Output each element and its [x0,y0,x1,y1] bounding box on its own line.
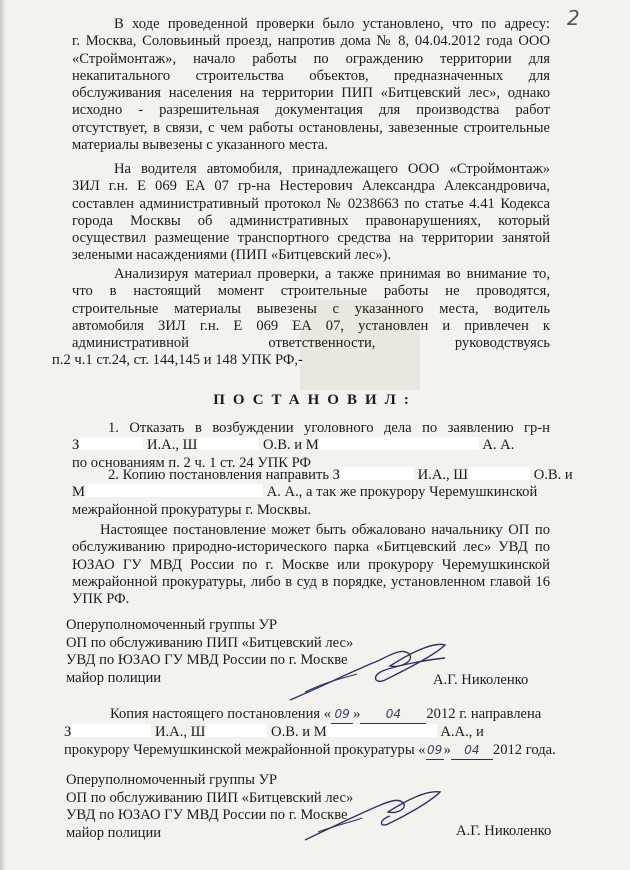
text-span: И.А., Ш [154,724,206,741]
text-line [72,484,550,501]
text-line: Настоящее постановление может быть обжаловано начальнику ОП по [100,522,550,538]
text-line: межрайонной прокуратуры, либо в суд в порядке, установленном главой 16 [72,573,550,590]
officer-unit: ОП по обслуживанию ПИП «Битцевский лес» [66,789,354,806]
signature-block-1 [66,617,353,687]
redaction [340,467,414,480]
signature-block-2 [66,772,353,842]
text-span: Копия настоящего постановления « [110,706,332,722]
text-line: п.2 ч.1 ст.24, ст. 144,145 и 148 УПК РФ,- [52,352,303,369]
handwritten-month: 04 [360,706,426,724]
text-line: административной ответственности, руководствуясь [72,335,550,352]
officer-name-1: А.Г. Николенко [433,672,529,688]
text-line: ЗИЛ г.н. Е 069 ЕА 07 гр-на Нестерович Александра Александровича, [72,178,550,195]
paragraph-protocol [72,161,550,265]
text-line: отсутствует, в связи, с чем работы остановлены, завезенные строительные [72,119,550,136]
text-line: составлен административный протокол № 0238663 по статье 4.41 Кодекса [72,195,550,212]
name-initials: О.В. и М [263,437,319,454]
text-span: О.В. и [533,467,573,483]
text-span: » [443,741,451,758]
text-span: И.А., Ш [417,467,469,483]
text-line: города Москвы об административных правонарушениях, который [72,212,550,229]
redaction [85,484,263,497]
redaction [327,724,437,737]
officer-rank: майор полиции [66,824,162,841]
text-line: исходно - разрешительная документация для производства работ [72,102,550,119]
text-line: что в настоящий момент строительные работы не проводятся, [72,283,550,300]
text-line: обслуживания населения на территории ПИП «Битцевский лес», однако [72,85,550,102]
handwritten-day: 09 [331,706,353,724]
text-line: строительные материалы вывезены с указанного места, водитель [72,300,550,317]
officer-name-2: А.Г. Николенко [456,823,552,839]
text-line: УПК РФ. [72,591,130,608]
text-line: На водителя автомобиля, принадлежащего ООО «Строймонтаж» [114,161,550,177]
redacted-name: З [72,437,80,454]
text-line: «Строймонтаж», начало работы по ограждению территории для [72,50,550,67]
text-line: обслуживанию природно-исторического парка «Битцевский лес» УВД по [72,539,550,556]
copy-notice [64,706,580,760]
text-line: 1. Отказать в возбуждении уголовного дела по заявлению гр-н [108,420,550,436]
officer-title: Оперуполномоченный группы УР [66,617,278,633]
name-initials: А. А. [482,437,515,454]
page-edge-shadow [0,0,6,870]
redaction [79,437,143,450]
text-line [72,467,573,484]
text-line: г. Москва, Соловьиный проезд, напротив дома № 8, 04.04.2012 года ООО [72,33,550,50]
text-line [64,742,580,760]
text-line: материалы вывезены с указанного места. [72,137,328,154]
officer-department: УВД по ЮЗАО ГУ МВД России по г. Москве [66,807,348,823]
text-line: В ходе проведенной проверки было установлено, что по адресу: [114,16,550,32]
text-span: А.А., и [440,724,484,741]
officer-rank: майор полиции [66,669,162,686]
officer-title: Оперуполномоченный группы УР [66,772,278,788]
name-initials: И.А., Ш [146,437,198,454]
resolution-item-1 [72,420,550,472]
text-span: 2012 г. направлена [426,706,542,722]
page-number: 2 [567,6,580,30]
text-span: 2. Копию постановления направить З [108,467,340,483]
handwritten-month: 04 [451,742,493,760]
handwritten-day: 09 [426,742,444,760]
text-span: прокурору Черемушкинской межрайонной прокуратуры « [64,741,426,758]
resolution-heading: ПОСТАНОВИЛ: [213,392,417,408]
text-line: по основаниям п. 2 ч. 1 ст. 24 УПК РФ [72,454,311,471]
text-line [64,724,580,741]
text-span: М [72,484,85,501]
redaction [468,467,530,480]
redaction [71,724,151,737]
resolution-item-2 [72,467,573,519]
text-line: осуществил размещение транспортного средства на территории занятой [72,230,550,247]
text-line [72,437,550,454]
text-span: О.В. и М [271,724,327,741]
text-line: Анализируя материал проверки, а также принимая во внимание то, [114,266,550,282]
officer-department: УВД по ЮЗАО ГУ МВД России по г. Москве [66,652,348,668]
paragraph-analysis [52,266,550,370]
text-span: З [64,724,72,741]
redaction [205,724,267,737]
paragraph-appeal [72,522,550,608]
text-line: некапитального строительства объектов, предназначенных для [72,67,550,84]
text-span: А. А., а так же прокурору Черемушкинской [266,484,538,501]
text-line [72,706,580,724]
text-line: межрайонной прокуратуры г. Москвы. [72,501,312,518]
text-line: автомобиля ЗИЛ г.н. Е 069 ЕА 07, установлен и привлечен к [72,317,550,334]
paragraph-findings [72,16,550,154]
redaction [197,437,259,450]
text-span: 2012 года. [492,741,556,758]
officer-unit: ОП по обслуживанию ПИП «Битцевский лес» [66,634,354,651]
text-line: зелеными насаждениями (ПИП «Битцевский лес»). [72,247,392,264]
text-line: ЮЗАО ГУ МВД России по г. Москве или прокурору Черемушкинской [72,556,550,573]
redaction [319,437,479,450]
text-span: » [353,706,361,722]
